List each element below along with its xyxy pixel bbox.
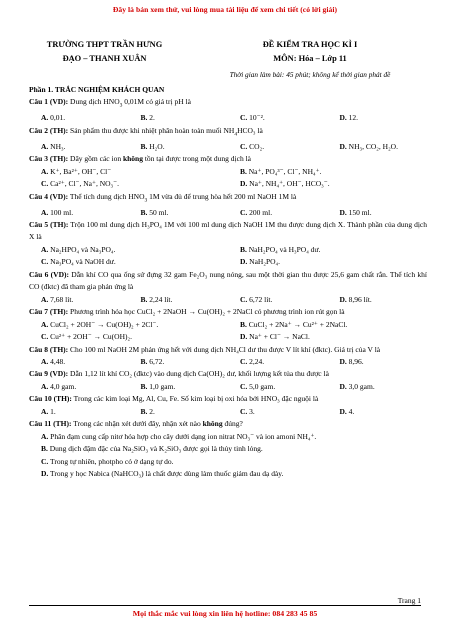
option-letter: B. [140, 381, 148, 391]
question-11 [29, 418, 427, 480]
option-text: Dung dịch đậm đặc của Na₂SiO₃ và K₂SiO₃ được gọi là thủy tinh lỏng. [49, 444, 263, 454]
option-letter: A. [41, 357, 49, 367]
question-7 [29, 306, 427, 343]
answer-option [328, 381, 428, 393]
answer-option [29, 141, 129, 153]
option-text: CuCl₂ + 2OH⁻ → Cu(OH)₂ + 2Cl⁻. [50, 319, 159, 329]
options-row [29, 431, 427, 443]
answer-option [129, 112, 229, 124]
option-text: 4,0 gam. [50, 381, 77, 391]
time-note: Thời gian làm bài: 45 phút; không kể thời gian phát đề [229, 70, 391, 79]
answer-option [129, 141, 229, 153]
option-text: 4,48. [50, 357, 66, 367]
option-letter: A. [41, 294, 49, 304]
option-text: 3. [249, 406, 255, 416]
answer-option [129, 406, 229, 418]
answer-option [129, 356, 229, 368]
question-label: Câu 6 (VD): [29, 269, 69, 279]
answer-option [228, 381, 328, 393]
question-text-end: HCO₃ là [237, 125, 263, 135]
option-letter: B. [240, 166, 247, 176]
answer-option [29, 319, 228, 331]
answer-option [228, 178, 427, 190]
question-text: Sản phẩm thu được khi nhiệt phân hoàn toàn muối NH [68, 125, 235, 135]
question-stem [29, 269, 427, 294]
option-text: 50 ml. [149, 207, 169, 217]
option-letter: B. [140, 113, 148, 123]
question-label: Câu 9 (VD): [29, 369, 69, 379]
answer-option [29, 431, 427, 443]
options-row [29, 256, 427, 268]
question-stem [29, 344, 427, 356]
question-4 [29, 191, 427, 219]
footer-divider [29, 605, 421, 606]
question-sub: 3 [144, 197, 148, 204]
option-letter: D. [339, 113, 347, 123]
option-text: 2,24. [249, 357, 265, 367]
options-row [29, 244, 427, 256]
option-letter: B. [140, 294, 148, 304]
option-letter: A. [41, 166, 49, 176]
options-row [29, 468, 427, 480]
answer-option [129, 207, 229, 219]
option-text: H₂O. [149, 141, 165, 151]
question-stem [29, 306, 427, 318]
question-text: Trộn 100 ml dung dịch H₃PO₄ 1M với 100 ml dung dịch NaOH 1M thu được dung dịch X. Thành phần của dung dịch X là [29, 220, 428, 242]
option-letter: A. [41, 431, 49, 441]
option-letter: A. [41, 244, 49, 254]
question-text-end: tồn tại được trong một dung dịch là [142, 154, 251, 164]
question-text-end: đúng? [222, 419, 243, 429]
question-text: Thể tích dung dịch HNO [68, 191, 145, 201]
question-label: Câu 8 (TH): [29, 344, 69, 354]
question-text-end: 1M vừa đủ để trung hòa hết 200 ml NaOH 1M là [147, 191, 297, 201]
question-sub: 4 [234, 131, 238, 138]
question-stem [29, 96, 427, 112]
option-letter: A. [41, 406, 49, 416]
option-letter: C. [240, 207, 248, 217]
option-letter: D. [240, 179, 248, 189]
option-letter: C. [41, 179, 49, 189]
options-row [29, 166, 427, 178]
question-stem [29, 125, 427, 141]
option-text: Trong y học Nabica (NaHCO₃) là chất được dùng làm thuốc giảm đau dạ dày. [50, 469, 284, 479]
answer-option [129, 381, 229, 393]
option-text: 2. [149, 113, 155, 123]
option-text: Na₂HPO₄ và Na₃PO₄. [50, 244, 116, 254]
answer-option [29, 381, 129, 393]
answer-option [29, 356, 129, 368]
question-8 [29, 344, 427, 369]
options-row [29, 207, 427, 219]
option-letter: D. [339, 381, 347, 391]
answer-option [228, 256, 427, 268]
answer-option [228, 166, 427, 178]
option-letter: A. [41, 113, 49, 123]
option-text: NH₃. [50, 141, 66, 151]
options-row [29, 456, 427, 468]
options-row [29, 331, 427, 343]
options-row [29, 406, 427, 418]
option-text: Cu²⁺ + 2OH⁻ → Cu(OH)₂. [50, 332, 132, 342]
question-label: Câu 11 (TH): [29, 419, 72, 429]
answer-option [29, 256, 228, 268]
option-letter: C. [240, 113, 248, 123]
answer-option [228, 356, 328, 368]
option-letter: B. [240, 319, 247, 329]
option-letter: C. [41, 257, 49, 267]
option-text: Na⁺, NH₄⁺, OH⁻, HCO₃⁻. [249, 179, 330, 189]
option-text: 2,24 lít. [149, 294, 173, 304]
answer-option [29, 207, 129, 219]
question-bold: không [202, 419, 223, 429]
answer-option [129, 294, 229, 306]
question-text: Dung dịch HNO [68, 97, 120, 107]
section-title: Phần 1. TRẮC NGHIỆM KHÁCH QUAN [29, 85, 165, 94]
option-letter: C. [240, 406, 248, 416]
exam-title: ĐỀ KIỂM TRA HỌC KÌ I [262, 40, 358, 49]
answer-option [328, 294, 428, 306]
option-letter: C. [240, 357, 248, 367]
preview-notice: Đây là bản xem thử, vui lòng mua tài liệu để xem chi tiết (có lời giải) [112, 5, 338, 14]
option-text: 2. [149, 406, 155, 416]
option-text: Trong tự nhiên, photpho có ở dạng tự do. [50, 456, 174, 466]
option-text: 1,0 gam. [149, 381, 176, 391]
question-sub: 3 [119, 102, 123, 109]
page-number: Trang 1 [397, 596, 421, 605]
option-letter: C. [240, 381, 248, 391]
option-text: NaH₂PO₄ và H₃PO₄ dư. [248, 244, 321, 254]
option-text: Na⁺ + Cl⁻ → NaCl. [249, 332, 310, 342]
option-text: 200 ml. [249, 207, 273, 217]
question-stem [29, 153, 427, 165]
question-text: Cho 100 ml NaOH 2M phản ứng hết với dung dịch NH₄Cl dư thu được V lít khí (đktc). Giá trị của V là [68, 344, 381, 354]
option-letter: C. [240, 141, 248, 151]
question-label: Câu 4 (VD): [29, 191, 69, 201]
question-text: Trong các kim loại Mg, Al, Cu, Fe. Số kim loại bị oxi hóa bởi HNO₃ đặc nguội là [71, 394, 319, 404]
option-letter: B. [140, 357, 148, 367]
option-text: Phân đạm cung cấp nitơ hóa hợp cho cây dưới dạng ion nitrat NO₃⁻ và ion amoni NH₄⁺. [50, 431, 317, 441]
answer-option [228, 141, 328, 153]
question-9 [29, 368, 427, 393]
answer-option [228, 331, 427, 343]
options-row [29, 319, 427, 331]
option-text: 7,68 lít. [50, 294, 74, 304]
option-letter: D. [41, 469, 49, 479]
option-letter: A. [41, 207, 49, 217]
option-text: K⁺, Ba²⁺, OH⁻, Cl⁻ [50, 166, 112, 176]
question-text: Dẫn 1,12 lít khí CO₂ (đktc) vào dung dịch Ca(OH)₂ dư, khối lượng kết tủa thu được là [68, 369, 329, 379]
question-3 [29, 153, 427, 190]
options-row [29, 178, 427, 190]
answer-option [29, 244, 228, 256]
option-text: 3,0 gam. [348, 381, 375, 391]
question-label: Câu 5 (TH): [29, 220, 69, 230]
question-10 [29, 393, 427, 418]
option-text: CO₂. [249, 141, 265, 151]
question-label: Câu 10 (TH): [29, 394, 72, 404]
option-letter: D. [339, 207, 347, 217]
option-text: 12. [348, 113, 359, 123]
option-letter: C. [240, 294, 248, 304]
option-letter: D. [339, 294, 347, 304]
options-row [29, 294, 427, 306]
answer-option [29, 468, 427, 480]
option-letter: C. [41, 456, 49, 466]
question-text: Phương trình hóa học CuCl₂ + 2NaOH → Cu(OH)₂ + 2NaCl có phương trình ion rút gọn là [68, 307, 345, 317]
option-text: CuCl₂ + 2Na⁺ → Cu²⁺ + 2NaCl. [248, 319, 348, 329]
option-letter: D. [240, 257, 248, 267]
hotline-notice: Mọi thắc mắc vui lòng xin liên hệ hotline: 084 283 45 85 [132, 609, 318, 618]
options-row [29, 381, 427, 393]
answer-option [228, 207, 328, 219]
answer-option [29, 406, 129, 418]
option-letter: B. [140, 207, 148, 217]
option-letter: B. [140, 406, 148, 416]
option-letter: B. [41, 444, 48, 454]
question-label: Câu 7 (TH): [29, 307, 69, 317]
question-stem [29, 191, 427, 207]
answer-option [328, 207, 428, 219]
question-5 [29, 219, 427, 269]
option-text: 0,01. [50, 113, 66, 123]
answer-option [29, 456, 427, 468]
question-label: Câu 1 (VD): [29, 97, 69, 107]
option-text: NH₃, CO₂, H₂O. [348, 141, 398, 151]
answer-option [29, 331, 228, 343]
question-text: Dẫn khí CO qua ống sứ đựng 32 gam Fe₂O₃ nung nóng, sau một thời gian thu được 25,6 gam chất rắn. Thể tích khí CO (đktc) đã tham gia phản ứng là [29, 269, 427, 292]
question-2 [29, 125, 427, 153]
option-text: Ca²⁺, Cl⁻, Na⁺, NO₃⁻. [50, 179, 119, 189]
answer-option [228, 112, 328, 124]
question-1 [29, 96, 427, 124]
question-text: Trong các nhận xét dưới đây, nhận xét nào [71, 419, 203, 429]
option-text: 150 ml. [348, 207, 372, 217]
option-letter: A. [41, 319, 49, 329]
answer-option [228, 294, 328, 306]
option-text: 6,72. [149, 357, 165, 367]
answer-option [328, 112, 428, 124]
question-label: Câu 2 (TH): [29, 125, 69, 135]
option-text: 1. [50, 406, 56, 416]
question-stem [29, 393, 427, 405]
answer-option [328, 406, 428, 418]
options-row [29, 141, 427, 153]
answer-option [228, 319, 427, 331]
option-letter: B. [140, 141, 148, 151]
question-stem [29, 418, 427, 430]
answer-option [29, 112, 129, 124]
answer-option [328, 141, 428, 153]
school-name-line-2: ĐẠO – THANH XUÂN [62, 54, 147, 63]
question-label: Câu 3 (TH): [29, 154, 69, 164]
option-text: Na₃PO₄ và NaOH dư. [50, 257, 116, 267]
exam-subject: MÔN: Hóa – Lớp 11 [273, 54, 347, 63]
options-row [29, 443, 427, 455]
option-text: 8,96 lít. [348, 294, 372, 304]
question-text: Dãy gồm các ion [68, 154, 123, 164]
option-text: 5,0 gam. [249, 381, 276, 391]
question-stem [29, 219, 427, 244]
exam-content [29, 84, 427, 481]
question-stem [29, 368, 427, 380]
option-text: 10⁻². [249, 113, 265, 123]
answer-option [328, 356, 428, 368]
answer-option [228, 406, 328, 418]
answer-option [29, 443, 427, 455]
school-name-line-1: TRƯỜNG THPT TRẦN HƯNG [46, 40, 163, 49]
option-letter: A. [41, 141, 49, 151]
answer-option [29, 294, 129, 306]
answer-option [228, 244, 427, 256]
option-text: 8,96. [348, 357, 364, 367]
option-text: Na⁺, PO₄³⁻, Cl⁻, NH₄⁺. [248, 166, 322, 176]
option-letter: B. [240, 244, 247, 254]
option-text: NaH₂PO₄. [249, 257, 281, 267]
option-letter: D. [339, 357, 347, 367]
option-letter: D. [240, 332, 248, 342]
question-6 [29, 269, 427, 306]
options-row [29, 356, 427, 368]
option-letter: A. [41, 381, 49, 391]
question-list [29, 96, 427, 480]
answer-option [29, 178, 228, 190]
option-letter: D. [339, 141, 347, 151]
question-text-end: 0,01M có giá trị pH là [122, 97, 191, 107]
option-text: 100 ml. [50, 207, 74, 217]
option-text: 6,72 lít. [249, 294, 273, 304]
answer-option [29, 166, 228, 178]
option-text: 4. [348, 406, 355, 416]
option-letter: C. [41, 332, 49, 342]
options-row [29, 112, 427, 124]
option-letter: D. [339, 406, 347, 416]
question-bold: không [122, 154, 143, 164]
